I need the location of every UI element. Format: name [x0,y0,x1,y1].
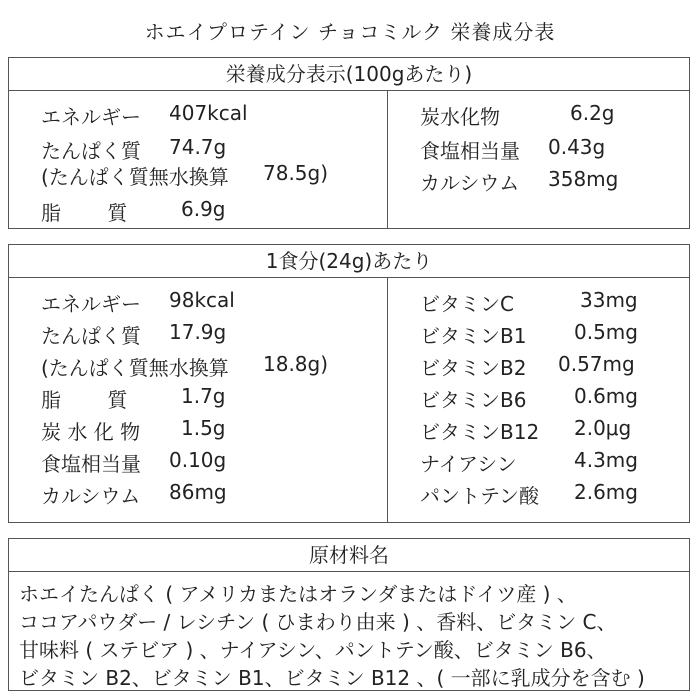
row-label: (たんぱく質無水換算 [41,356,229,380]
row-label: (たんぱく質無水換算 [41,165,229,189]
row-value: 2.6mg [574,480,638,504]
row-value: 78.5g) [263,161,329,185]
row-value: 0.43g [548,135,606,159]
row-label: カルシウム [41,484,141,508]
row-value: 17.9g [169,320,227,344]
row-value: 407kcal [169,101,248,125]
box-heading: 栄養成分表示(100gあたり) [9,58,689,91]
box-heading: 原材料名 [9,539,689,572]
row-value: 86mg [169,480,227,504]
row-value: 2.0μg [574,416,632,440]
row-value: 4.3mg [574,448,638,472]
ingredients-line: ビタミン B2、ビタミン B1、ビタミン B12 、( 一部に乳成分を含む ) [19,666,645,690]
row-label: 食塩相当量 [41,452,141,476]
row-label: ビタミンC [420,292,514,316]
right-column [387,278,689,523]
ingredients-line: ココアパウダー / レシチン ( ひまわり由来 ) 、香料、ビタミン C、 [19,610,617,634]
row-label: 脂 質 [41,201,128,225]
right-column [387,91,689,229]
row-label: ビタミンB12 [420,420,540,444]
row-label: ビタミンB1 [420,324,527,348]
row-value: 6.2g [570,101,615,125]
nutrition-per-100g-box [8,57,690,229]
row-label: 炭 水 化 物 [41,420,141,444]
row-value: 98kcal [169,288,235,312]
row-label: たんぱく質 [41,324,141,348]
ingredients-box [8,538,690,691]
row-value: 0.57mg [558,352,635,376]
row-value: 1.5g [181,416,226,440]
page-title: ホエイプロテイン チョコミルク 栄養成分表 [144,20,556,44]
row-label: ビタミンB6 [420,388,527,412]
row-label: ビタミンB2 [420,356,527,380]
row-label: 炭水化物 [420,105,500,129]
row-label: 食塩相当量 [420,139,520,163]
row-label: 脂 質 [41,388,128,412]
row-label: カルシウム [420,171,520,195]
row-label: パントテン酸 [420,484,539,508]
row-label: たんぱく質 [41,139,141,163]
box-heading: 1食分(24g)あたり [9,245,689,278]
row-label: エネルギー [41,105,141,129]
ingredients-line: 甘味料 ( ステビア ) 、ナイアシン、パントテン酸、ビタミン B6、 [19,638,607,662]
nutrition-per-serving-box [8,244,690,523]
row-value: 1.7g [181,384,226,408]
row-value: 0.6mg [574,384,638,408]
row-value: 0.5mg [574,320,638,344]
left-column [9,91,387,229]
ingredients-text [9,572,689,700]
left-column [9,278,387,523]
row-value: 6.9g [181,197,226,221]
row-label: ナイアシン [420,452,517,476]
ingredients-line: ホエイたんぱく ( アメリカまたはオランダまたはドイツ産 ) 、 [19,582,577,606]
row-value: 358mg [548,167,619,191]
row-value: 74.7g [169,135,227,159]
row-value: 33mg [580,288,638,312]
row-label: エネルギー [41,292,141,316]
row-value: 0.10g [169,448,227,472]
row-value: 18.8g) [263,352,329,376]
